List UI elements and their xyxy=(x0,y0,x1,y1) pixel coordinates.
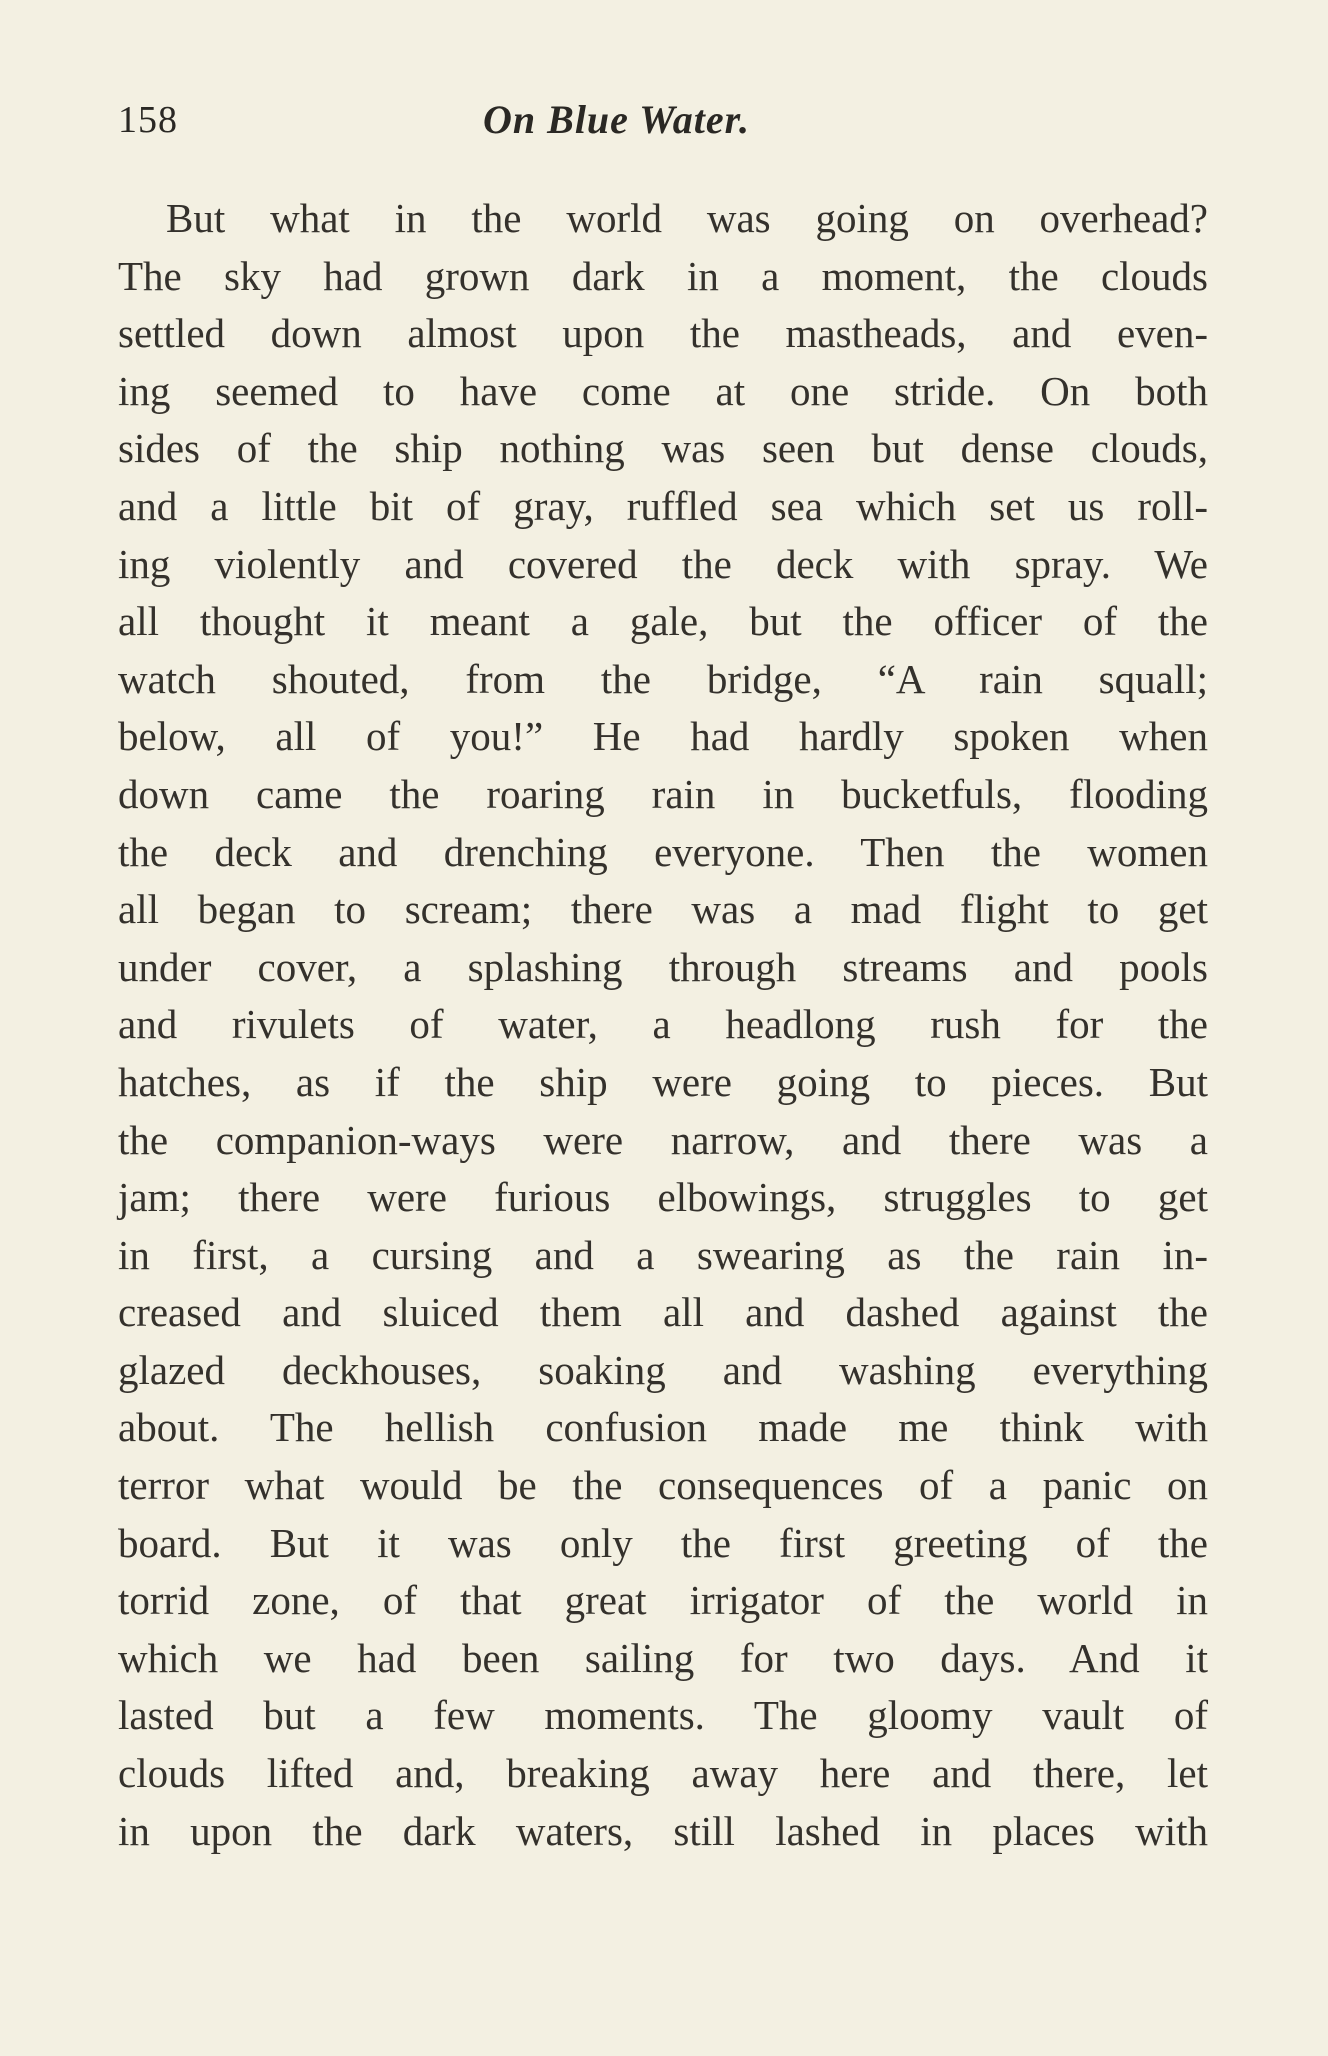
text-line: board. But it was only the first greeting of the xyxy=(118,1519,1208,1566)
text-line: watch shouted, from the bridge, “A rain squall; xyxy=(118,655,1208,702)
text-line: ing seemed to have come at one stride. On both xyxy=(118,367,1208,414)
text-line: jam; there were furious elbowings, struggles to get xyxy=(118,1174,1208,1221)
page-header xyxy=(118,96,1208,156)
text-line: But what in the world was going on overhead? xyxy=(166,195,1208,241)
page-number: 158 xyxy=(118,99,178,141)
text-line: the companion-ways were narrow, and there was a xyxy=(118,1116,1208,1163)
text-line: torrid zone, of that great irrigator of the world in xyxy=(118,1577,1208,1624)
running-title: On Blue Water. xyxy=(483,97,751,142)
text-line: lasted but a few moments. The gloomy vault of xyxy=(118,1692,1208,1739)
body-text xyxy=(118,190,1208,1860)
text-line: the deck and drenching everyone. Then the women xyxy=(118,828,1208,875)
text-line: ing violently and covered the deck with spray. We xyxy=(118,540,1208,587)
text-line: creased and sluiced them all and dashed against the xyxy=(118,1289,1208,1336)
text-line: and a little bit of gray, ruffled sea which set us roll- xyxy=(118,482,1208,529)
text-line: terror what would be the consequences of a panic on xyxy=(118,1462,1208,1509)
text-line: all thought it meant a gale, but the officer of the xyxy=(118,598,1208,645)
text-line: all began to scream; there was a mad flight to get xyxy=(118,886,1208,933)
text-line: hatches, as if the ship were going to pieces. But xyxy=(118,1058,1208,1105)
text-line: settled down almost upon the mastheads, and even- xyxy=(118,310,1208,357)
text-line: about. The hellish confusion made me think with xyxy=(118,1404,1208,1451)
text-line: below, all of you!” He had hardly spoken when xyxy=(118,713,1208,760)
text-line: The sky had grown dark in a moment, the clouds xyxy=(118,252,1208,299)
text-line: and rivulets of water, a headlong rush for the xyxy=(118,1001,1208,1048)
text-line: glazed deckhouses, soaking and washing everything xyxy=(118,1346,1208,1393)
text-line: which we had been sailing for two days. And it xyxy=(118,1634,1208,1681)
text-line: clouds lifted and, breaking away here and there, let xyxy=(118,1750,1208,1797)
text-line: down came the roaring rain in bucketfuls, flooding xyxy=(118,770,1208,817)
text-line: under cover, a splashing through streams and pools xyxy=(118,943,1208,990)
text-line: sides of the ship nothing was seen but dense clouds, xyxy=(118,425,1208,472)
text-line: in first, a cursing and a swearing as the rain in- xyxy=(118,1231,1208,1278)
text-line: in upon the dark waters, still lashed in places with xyxy=(118,1807,1208,1854)
